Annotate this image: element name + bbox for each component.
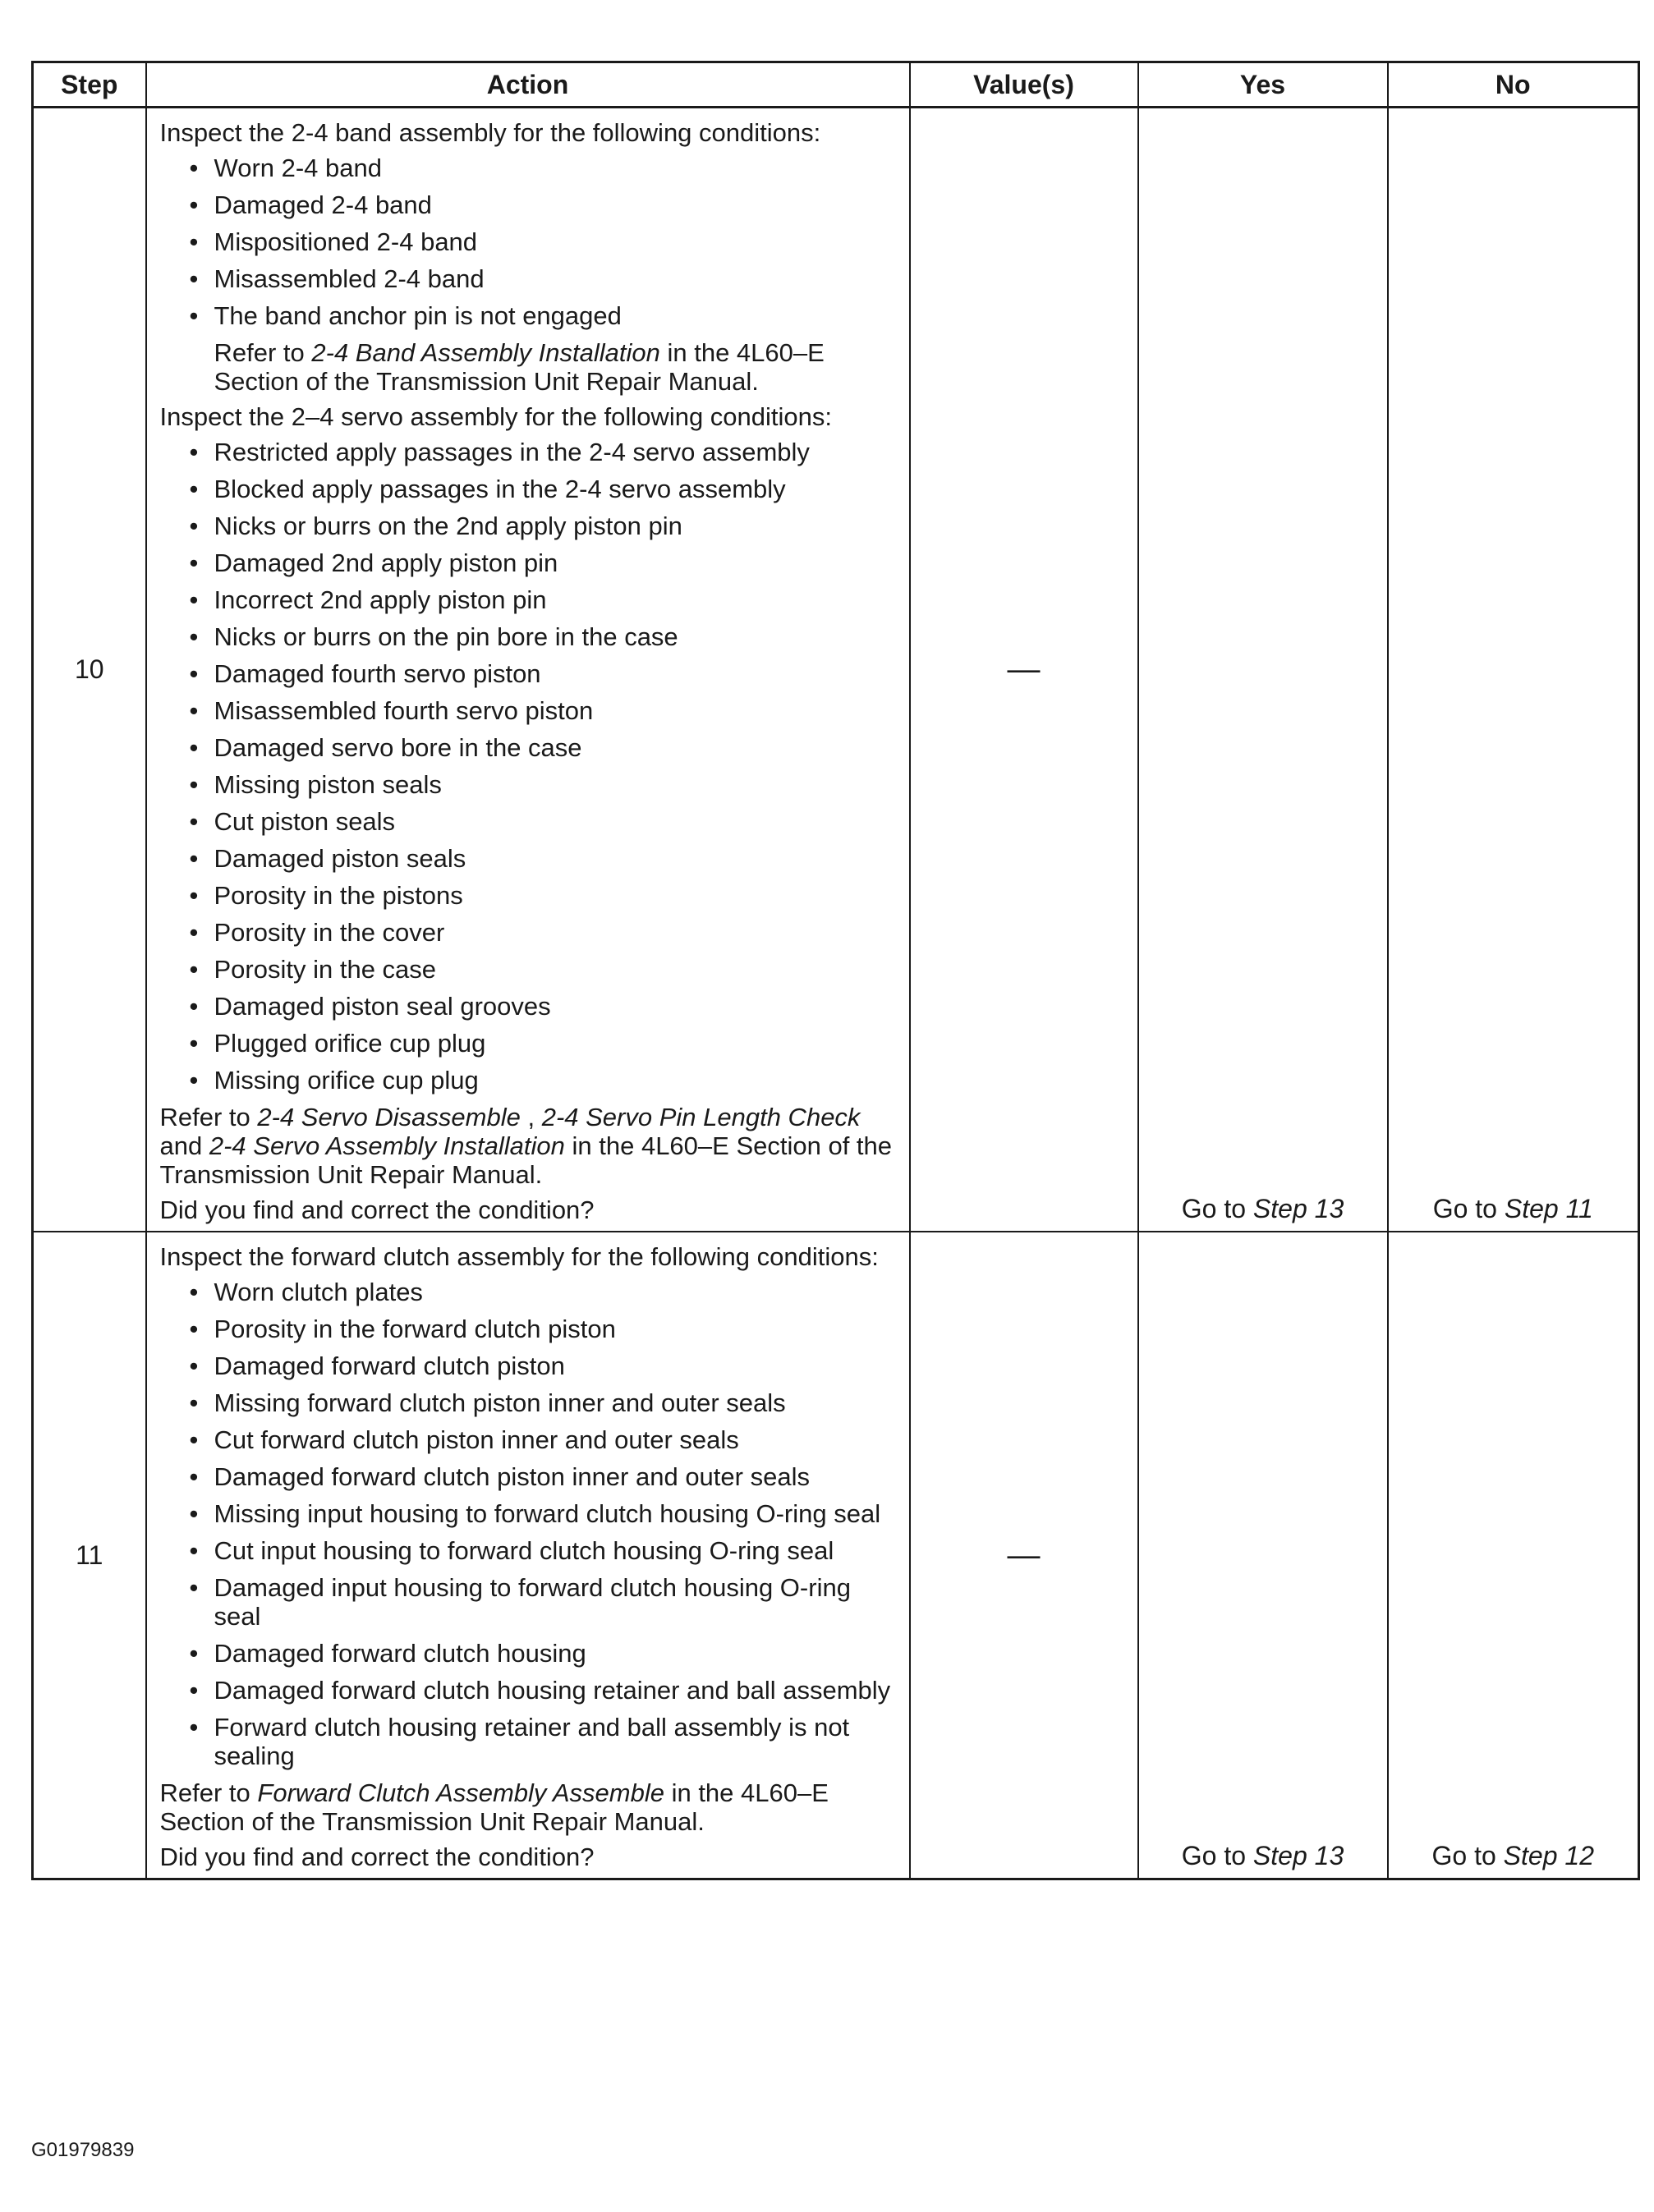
list-item: • Cut input housing to forward clutch housing O-ring seal [189, 1536, 834, 1565]
list-item: • Cut forward clutch piston inner and outer seals [189, 1425, 739, 1454]
list-item: • Missing orifice cup plug [189, 1066, 479, 1095]
list-item: • Missing input housing to forward clutch housing O-ring seal [189, 1499, 881, 1528]
list-item: • Nicks or burrs on the pin bore in the case [189, 622, 678, 651]
list-item: • Porosity in the case [189, 955, 437, 984]
list-item: • Restricted apply passages in the 2-4 servo assembly [189, 438, 810, 466]
goto-step-link: Step 13 [1252, 1194, 1344, 1223]
action-cell [146, 1232, 910, 1879]
list-item: • Damaged forward clutch piston inner and outer seals [189, 1462, 810, 1491]
list-item: • Incorrect 2nd apply piston pin [189, 585, 547, 614]
header-action: Action [146, 62, 910, 108]
action-cell [146, 108, 910, 1232]
header-yes: Yes [1138, 62, 1388, 108]
step-number: 10 [33, 108, 146, 1232]
list-item: • Worn 2-4 band [189, 154, 382, 182]
diagnostic-table-container [31, 61, 1638, 1880]
step-number: 11 [33, 1232, 146, 1879]
goto-step-link: Step 13 [1252, 1841, 1344, 1870]
header-values: Value(s) [910, 62, 1138, 108]
header-row [33, 62, 1639, 108]
reference-link: 2-4 Servo Assembly Installation [209, 1131, 565, 1160]
list-item: • Damaged servo bore in the case [189, 733, 582, 762]
diagnostic-table [31, 61, 1640, 1880]
value-cell: — [910, 108, 1138, 1232]
list-item: • Misassembled fourth servo piston [189, 696, 594, 725]
list-item: • Plugged orifice cup plug [189, 1029, 486, 1058]
clutch-reference: Refer to Forward Clutch Assembly Assemble in the 4L60–E Section of the Transmission Unit Repair Manual. [159, 1778, 829, 1836]
table-row-step-10 [33, 108, 1639, 1232]
list-item: • Damaged fourth servo piston [189, 659, 541, 688]
list-item: • Porosity in the cover [189, 918, 445, 947]
list-item: • Damaged piston seals [189, 844, 466, 873]
no-cell: Go to Step 11 [1388, 108, 1639, 1232]
question: Did you find and correct the condition? [159, 1843, 595, 1871]
no-cell: Go to Step 12 [1388, 1232, 1639, 1879]
list-item: • Damaged piston seal grooves [189, 992, 551, 1021]
header-step: Step [33, 62, 146, 108]
list-item: • Missing forward clutch piston inner and outer seals [189, 1388, 786, 1417]
value-cell: — [910, 1232, 1138, 1879]
reference-link: 2-4 Servo Pin Length Check [541, 1103, 861, 1131]
table-row-step-11 [33, 1232, 1639, 1879]
goto-step-link: Step 11 [1504, 1194, 1593, 1223]
question: Did you find and correct the condition? [159, 1195, 595, 1224]
list-item: • Mispositioned 2-4 band [189, 227, 478, 256]
band-conditions-list [160, 154, 901, 330]
yes-cell: Go to Step 13 [1138, 1232, 1388, 1879]
reference-link: 2-4 Servo Disassemble [257, 1103, 521, 1131]
list-item: • Damaged 2nd apply piston pin [189, 548, 558, 577]
servo-reference: Refer to 2-4 Servo Disassemble , 2-4 Servo Pin Length Check and 2-4 Servo Assembly Installation in the 4L60–E Section of the Transmission Unit Repair Manual. [159, 1103, 893, 1189]
list-item: • Missing piston seals [189, 770, 442, 799]
list-item: • Misassembled 2-4 band [189, 264, 485, 293]
yes-cell: Go to Step 13 [1138, 108, 1388, 1232]
list-item: • Nicks or burrs on the 2nd apply piston pin [189, 512, 682, 540]
band-reference: Refer to 2-4 Band Assembly Installation in the 4L60–E Section of the Transmission Unit Repair Manual. [214, 338, 825, 396]
clutch-intro: Inspect the forward clutch assembly for the following conditions: [159, 1242, 879, 1271]
list-item: • Damaged input housing to forward clutch housing O-ring seal [189, 1573, 851, 1631]
servo-intro: Inspect the 2–4 servo assembly for the following conditions: [159, 402, 833, 431]
list-item: • Forward clutch housing retainer and ball assembly is not sealing [189, 1713, 850, 1770]
list-item: • Cut piston seals [189, 807, 396, 836]
servo-conditions-list [160, 438, 901, 1095]
reference-link: Forward Clutch Assembly Assemble [257, 1778, 664, 1807]
header-no: No [1388, 62, 1639, 108]
list-item: • Damaged 2-4 band [189, 190, 432, 219]
figure-id: G01979839 [31, 2139, 135, 2161]
list-item: • Porosity in the forward clutch piston [189, 1315, 616, 1343]
reference-link: 2-4 Band Assembly Installation [311, 338, 660, 367]
list-item: • Damaged forward clutch housing retainer and ball assembly [189, 1676, 891, 1705]
clutch-conditions-list [160, 1278, 901, 1770]
list-item: • Worn clutch plates [189, 1278, 423, 1306]
list-item: • Damaged forward clutch piston [189, 1352, 565, 1380]
list-item: • Porosity in the pistons [189, 881, 463, 910]
band-intro: Inspect the 2-4 band assembly for the following conditions: [159, 118, 821, 147]
list-item: • Damaged forward clutch housing [189, 1639, 586, 1668]
list-item: • Blocked apply passages in the 2-4 servo assembly [189, 475, 786, 503]
list-item: • The band anchor pin is not engaged [189, 301, 622, 330]
goto-step-link: Step 12 [1503, 1841, 1594, 1870]
